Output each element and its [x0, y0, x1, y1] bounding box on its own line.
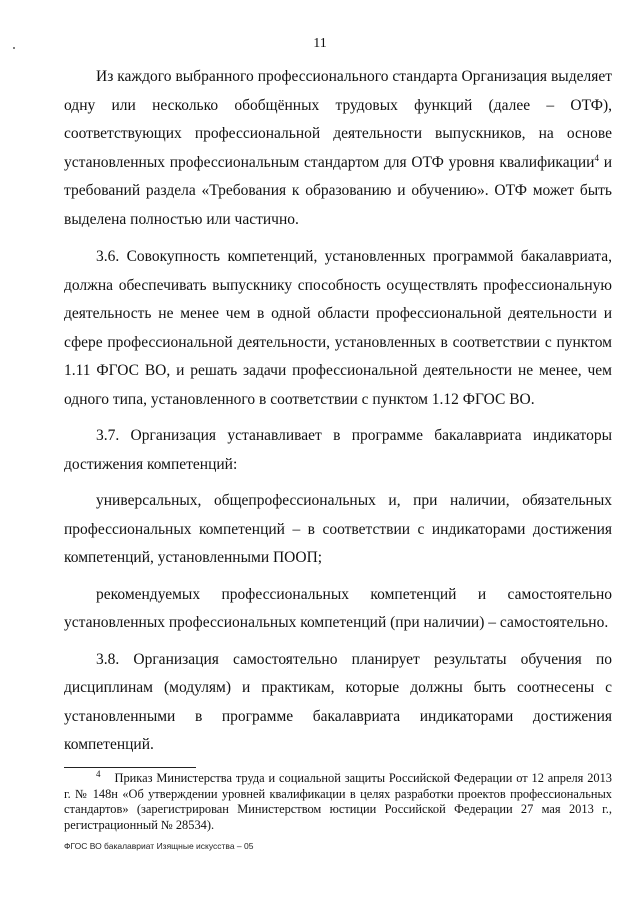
footnote [64, 768, 612, 833]
paragraph-3-7-universal: универсальных, общепрофессиональных и, при наличии, обязательных профессиональных компетенций – в соответствии с индикаторами достижения компетенций, установленными ПООП; [64, 492, 612, 566]
footnote-reference[interactable]: 4 [594, 152, 599, 163]
footnote-divider [64, 767, 196, 768]
document-footer: ФГОС ВО бакалавриат Изящные искусства – 05 [64, 841, 254, 851]
paragraph-3-7: 3.7. Организация устанавливает в программе бакалавриата индикаторы достижения компетенций: [64, 427, 612, 473]
paragraph-text-continued: и требований раздела «Требования к образованию и обучению». ОТФ может быть выделена полностью или частично. [64, 153, 612, 228]
paragraph-3-8: 3.8. Организация самостоятельно планирует результаты обучения по дисциплинам (модулям) и практикам, которые должны быть соотнесены с установленными в программе бакалавриата индикаторами достижения компетенций. [64, 650, 612, 753]
paragraph-otf-selection [64, 63, 612, 234]
body-text [64, 63, 612, 768]
paragraph-3-7-recommended: рекомендуемых профессиональных компетенций и самостоятельно установленных профессиональных компетенций (при наличии) – самостоятельно. [64, 585, 612, 631]
paragraph-3-6: 3.6. Совокупность компетенций, установленных программой бакалавриата, должна обеспечивать выпускнику способность осуществлять профессиональную деятельность не менее чем в одной области профессиональной деятельности и сфере профессиональной деятельности, установленных в соответствии с пунктом 1.11 ФГОС ВО, и решать задачи профессиональной деятельности не менее, чем одного типа, установленного в соответствии с пунктом 1.12 ФГОС ВО. [64, 248, 612, 408]
paragraph-text: Из каждого выбранного профессионального стандарта Организация выделяет одну или несколько обобщённых трудовых функций (далее – ОТФ), соответствующих профессиональной деятельности выпускников, на основе установленных профессиональным стандартом для ОТФ уровня квалификации [64, 68, 612, 171]
footnote-marker: 4 [96, 768, 101, 779]
page-number: 11 [313, 36, 327, 51]
footnote-text: Приказ Министерства труда и социальной защиты Российской Федерации от 12 апреля 2013 г. № 148н «Об утверждении уровней квалификации в целях разработки проектов профессиональных стандартов» (зарегистрирован Министерством юстиции Российской Федерации 27 мая 2013 г., регистрационный № 28534). [64, 771, 612, 832]
